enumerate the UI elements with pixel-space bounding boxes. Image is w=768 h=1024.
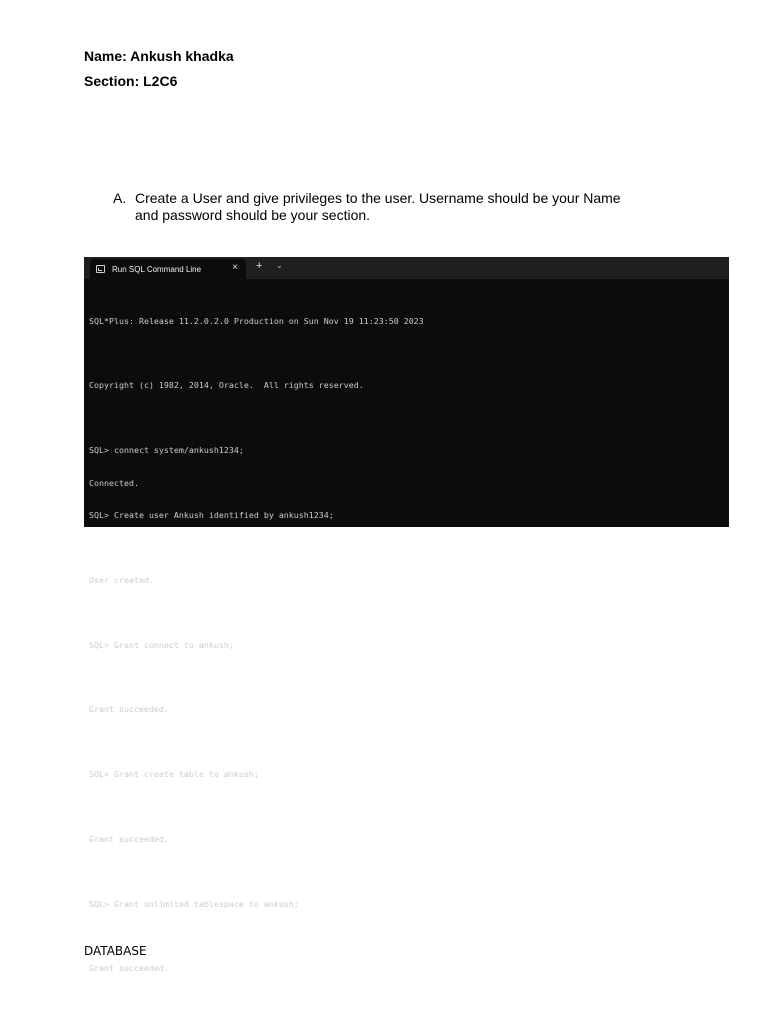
terminal-line: Grant succeeded. — [89, 963, 169, 974]
terminal-line: SQL> Grant unlimited tablespace to ankush; — [89, 898, 299, 909]
terminal-line: Copyright (c) 1982, 2014, Oracle. All rights reserved. — [89, 380, 364, 391]
terminal-tab-title: Run SQL Command Line — [112, 264, 202, 274]
terminal-line — [89, 672, 729, 683]
close-icon[interactable]: × — [232, 262, 238, 273]
chevron-down-icon[interactable]: ⌄ — [276, 261, 283, 270]
terminal-output — [84, 279, 729, 996]
task-item-a — [113, 190, 633, 224]
terminal-line: SQL> Grant connect to ankush; — [89, 639, 234, 650]
terminal-tab-bar — [84, 257, 729, 279]
terminal-line: SQL*Plus: Release 11.2.0.2.0 Production on Sun Nov 19 11:23:50 2023 — [89, 315, 424, 326]
terminal-line — [89, 801, 729, 812]
terminal-line: SQL> connect system/ankush1234; — [89, 445, 244, 456]
terminal-line — [89, 737, 729, 748]
terminal-line: Grant succeeded. — [89, 833, 169, 844]
terminal-tab[interactable] — [90, 259, 246, 279]
terminal-line — [89, 931, 729, 942]
terminal-icon — [96, 265, 105, 273]
student-name: Name: Ankush khadka — [84, 48, 234, 64]
footer-label: DATABASE — [84, 944, 147, 958]
terminal-line: Grant succeeded. — [89, 704, 169, 715]
terminal-line — [89, 607, 729, 618]
terminal-line — [89, 542, 729, 553]
task-marker: A. — [113, 190, 127, 206]
terminal-line: Connected. — [89, 477, 139, 488]
terminal-line — [89, 866, 729, 877]
terminal-line: SQL> Grant create table to ankush; — [89, 769, 259, 780]
task-text: Create a User and give privileges to the user. Username should be your Name and password should be your section. — [135, 190, 621, 223]
plus-icon[interactable]: + — [256, 260, 263, 272]
terminal-line: SQL> Create user Ankush identified by ankush1234; — [89, 509, 334, 520]
student-section: Section: L2C6 — [84, 73, 178, 89]
terminal-line — [89, 348, 729, 359]
terminal-line — [89, 413, 729, 424]
terminal-line: User created. — [89, 574, 154, 585]
